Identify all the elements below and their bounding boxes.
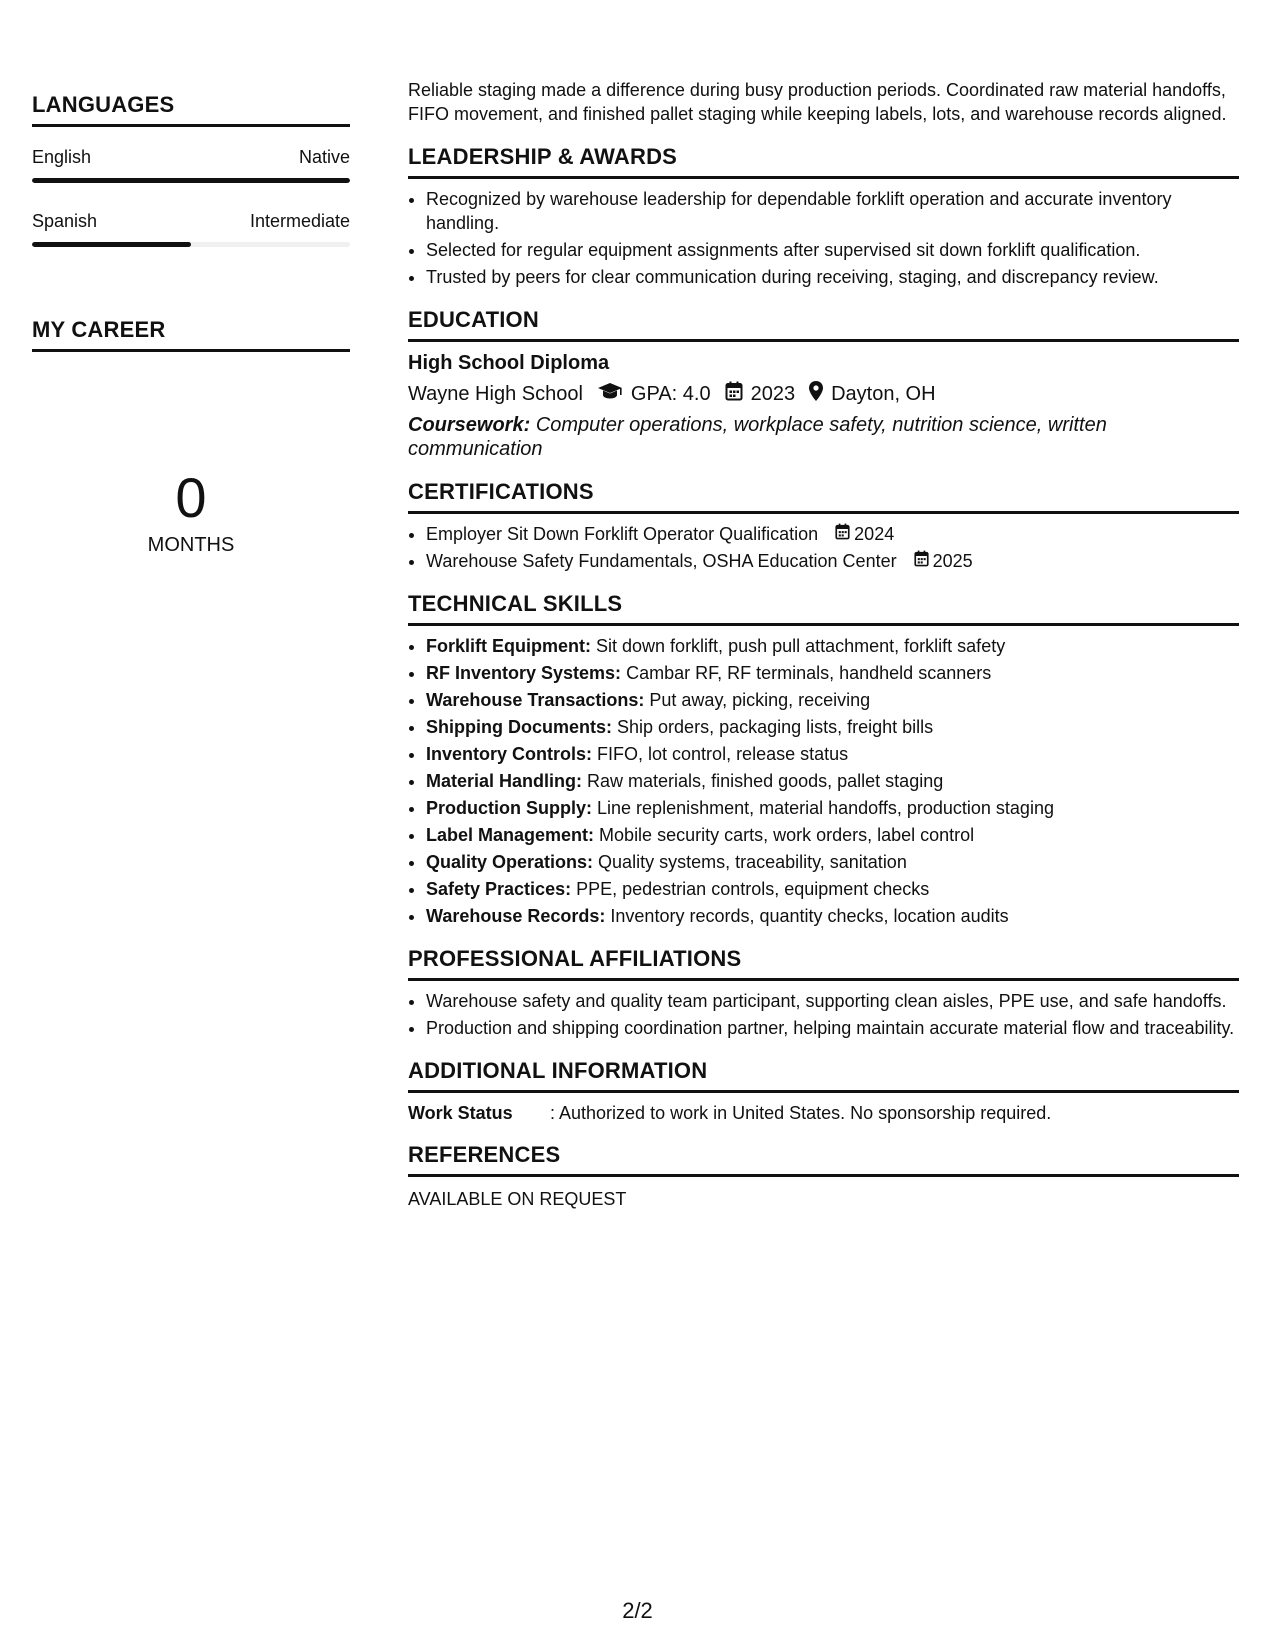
language-item [32,211,350,247]
calendar-icon [835,522,850,546]
certification-name: Warehouse Safety Fundamentals, OSHA Education Center [426,551,897,571]
skill-value: Mobile security carts, work orders, label control [599,825,975,845]
leadership-title: LEADERSHIP & AWARDS [408,144,1239,179]
skill-value: Put away, picking, receiving [649,690,871,710]
calendar-icon [914,549,929,573]
skill-value: Inventory records, quantity checks, location audits [610,906,1009,926]
skill-value: Quality systems, traceability, sanitation [598,852,907,872]
list-item [426,661,1239,685]
skill-label: Shipping Documents: [426,717,612,737]
list-item: • Selected for regular equipment assignments after supervised sit down forklift qualification. [426,238,1239,262]
career-unit: MONTHS [147,534,235,556]
certifications-title: CERTIFICATIONS [408,479,1239,514]
list-item [426,715,1239,739]
graduation-cap-icon [597,382,623,406]
list-item [426,850,1239,874]
skills-section [408,591,1239,928]
language-level: Native [298,147,350,167]
school-location: Dayton, OH [831,382,936,405]
skill-label: Label Management: [426,825,595,845]
skill-value: Ship orders, packaging lists, freight bills [617,717,934,737]
list-item [426,688,1239,712]
education-details [408,381,1239,407]
list-item [426,769,1239,793]
work-status-row [408,1103,1239,1124]
skill-value: Line replenishment, material handoffs, production staging [597,798,1054,818]
skill-value: Raw materials, finished goods, pallet staging [587,771,944,791]
proficiency-bar [32,178,350,183]
list-item: • Recognized by warehouse leadership for dependable forklift operation and accurate inventory handling. [426,187,1239,235]
additional-section [408,1058,1239,1124]
skill-value: Cambar RF, RF terminals, handheld scanners [626,663,992,683]
skill-label: Forklift Equipment: [426,636,591,656]
skill-label: Safety Practices: [426,879,572,899]
proficiency-bar [32,242,350,247]
language-name: Spanish [32,211,98,231]
skill-value: FIFO, lot control, release status [597,744,849,764]
references-title: REFERENCES [408,1142,1239,1177]
skill-value: Sit down forklift, push pull attachment, forklift safety [596,636,1006,656]
proficiency-bar-fill [32,242,191,247]
coursework-text: Computer operations, workplace safety, nutrition science, written communication [408,414,1107,460]
coursework [408,413,1239,461]
skill-label: Inventory Controls: [426,744,593,764]
proficiency-bar-fill [32,178,350,183]
school-name: Wayne High School [408,382,583,405]
work-status-value: : Authorized to work in United States. No sponsorship required. [550,1103,1052,1123]
references-text: AVAILABLE ON REQUEST [408,1189,627,1209]
language-item [32,147,350,183]
leadership-section [408,144,1239,289]
list-item [426,634,1239,658]
certification-year: 2025 [932,551,973,571]
language-level: Intermediate [249,211,350,231]
page-number: 2/2 [622,1598,653,1623]
skill-label: Quality Operations: [426,852,594,872]
list-item [426,549,1239,573]
certifications-section [408,479,1239,573]
language-name: English [32,147,92,167]
gpa: GPA: 4.0 [630,382,711,405]
affiliations-title: PROFESSIONAL AFFILIATIONS [408,946,1239,981]
skill-label: Production Supply: [426,798,592,818]
education-title: EDUCATION [408,307,1239,342]
summary-text: Reliable staging made a difference during busy production periods. Coordinated raw material handoffs, FIFO movement, and finished pallet staging while keeping labels, lots, and warehouse records aligned. [408,80,1227,124]
location-pin-icon [809,381,823,407]
skill-label: Warehouse Records: [426,906,606,926]
skills-list [408,634,1239,928]
list-item: • Warehouse safety and quality team participant, supporting clean aisles, PPE use, and safe handoffs. [426,989,1239,1013]
list-item: • Trusted by peers for clear communication during receiving, staging, and discrepancy review. [426,265,1239,289]
affiliations-section [408,946,1239,1040]
skill-label: Material Handling: [426,771,583,791]
skill-label: RF Inventory Systems: [426,663,622,683]
career-section [32,317,350,557]
list-item: • Production and shipping coordination partner, helping maintain accurate material flow and traceability. [426,1016,1239,1040]
skills-title: TECHNICAL SKILLS [408,591,1239,626]
list-item [426,522,1239,546]
coursework-label: Coursework: [408,414,531,436]
list-item [426,904,1239,928]
skill-label: Warehouse Transactions: [426,690,645,710]
education-section [408,307,1239,461]
career-value: 0 [175,466,207,529]
right-column [408,78,1239,1210]
list-item [426,742,1239,766]
additional-title: ADDITIONAL INFORMATION [408,1058,1239,1093]
graduation-year: 2023 [750,382,796,405]
list-item [426,877,1239,901]
career-title: MY CAREER [32,317,350,352]
career-duration [32,466,350,557]
list-item [426,823,1239,847]
references-section [408,1142,1239,1210]
list-item [426,796,1239,820]
certification-year: 2024 [854,524,895,544]
work-status-label: Work Status [408,1103,513,1123]
left-column [32,92,350,557]
certification-name: Employer Sit Down Forklift Operator Qualification [426,524,819,544]
degree-title: High School Diploma [408,352,610,374]
languages-title: LANGUAGES [32,92,350,127]
skill-value: PPE, pedestrian controls, equipment checks [576,879,930,899]
calendar-icon [725,381,743,407]
